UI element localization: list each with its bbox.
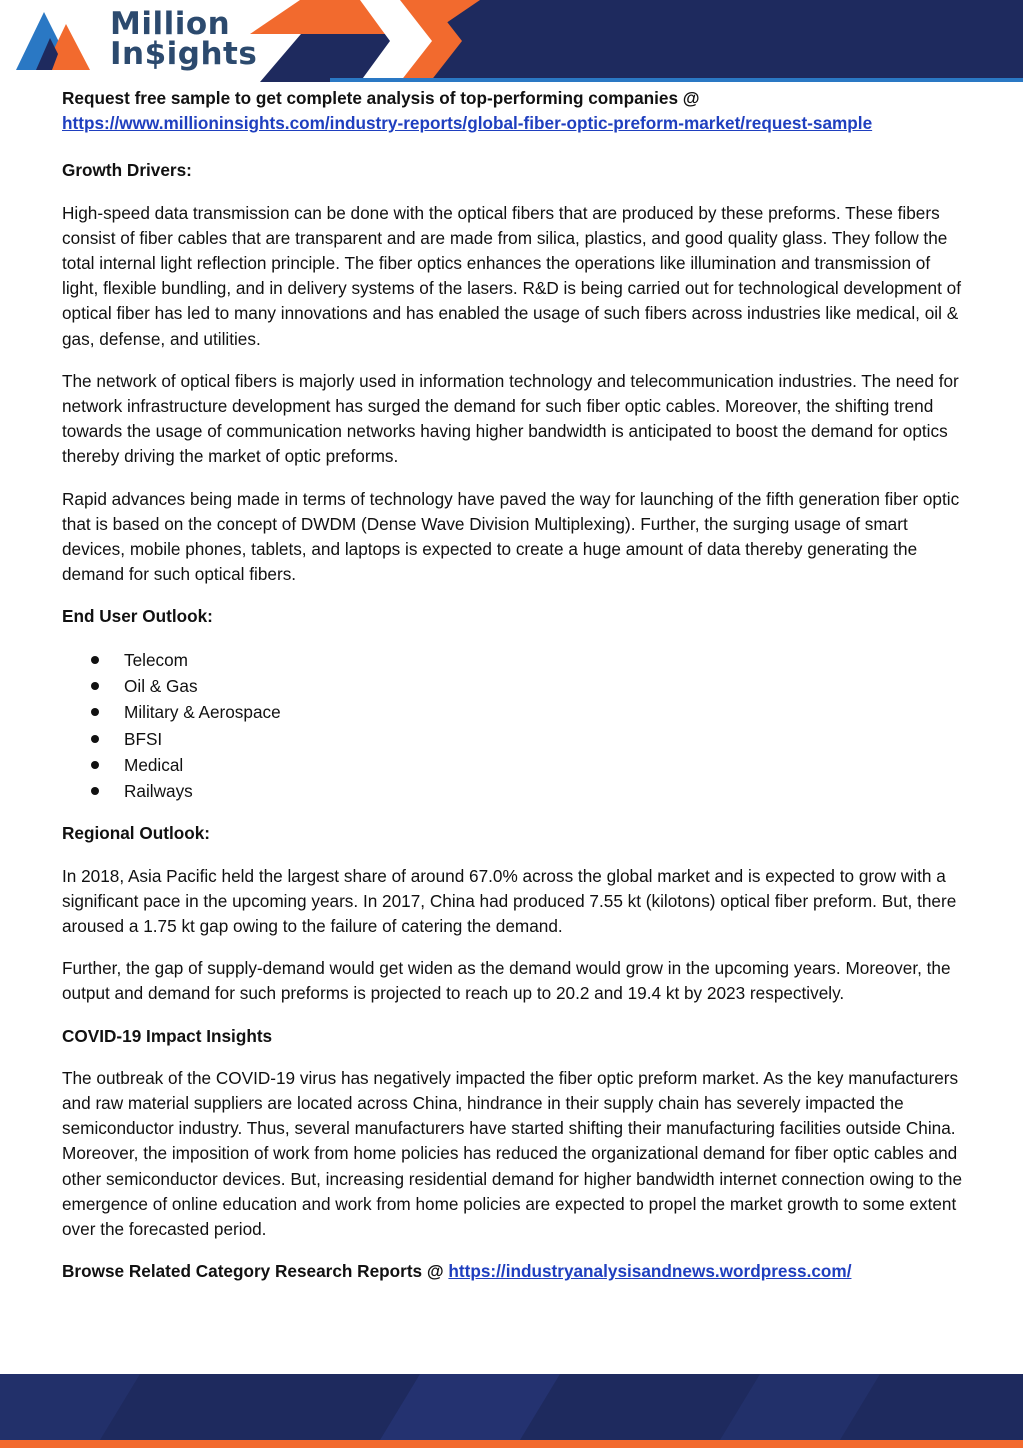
growth-paragraph-2: The network of optical fibers is majorly used in information technology and telecommunication industries. The need for network infrastructure development has surged the demand for such fiber optic cables. Moreover, the shifting trend towards the usage of communication networks having higher bandwidth is anticipated to boost the demand for optics thereby driving the market of optic preforms. <box>62 370 959 467</box>
browse-related-link[interactable]: https://industryanalysisandnews.wordpress.com/ <box>448 1261 852 1282</box>
header-banner <box>0 0 1023 82</box>
request-sample-link[interactable]: https://www.millioninsights.com/industry-reports/global-fiber-optic-preform-market/request-sample <box>62 113 873 134</box>
bullet-icon <box>91 682 99 690</box>
bullet-icon <box>91 708 99 716</box>
logo-text-million: Million <box>110 6 231 42</box>
list-item <box>62 699 962 725</box>
list-item-label: Oil & Gas <box>124 675 198 696</box>
list-item-label: Telecom <box>124 649 188 670</box>
list-item <box>62 673 962 699</box>
bullet-icon <box>91 735 99 743</box>
growth-paragraph-3: Rapid advances being made in terms of technology have paved the way for launching of the fifth generation fiber optic that is based on the concept of DWDM (Dense Wave Division Multiplexing). Further, the surging usage of smart devices, mobile phones, tablets, and laptops is expected to create a huge amount of data thereby generating the demand for such optical fibers. <box>62 488 960 585</box>
bullet-icon <box>91 656 99 664</box>
list-item <box>62 726 962 752</box>
regional-paragraph-1: In 2018, Asia Pacific held the largest share of around 67.0% across the global market and is expected to grow with a significant pace in the upcoming years. In 2017, China had produced 7.55 kt (kilotons) optical fiber preform. But, there aroused a 1.75 kt gap owing to the failure of catering the demand. <box>62 865 957 937</box>
list-item-label: BFSI <box>124 728 163 749</box>
end-user-heading: End User Outlook: <box>62 606 213 627</box>
footer-decoration <box>0 1374 1023 1448</box>
list-item-label: Medical <box>124 754 184 775</box>
list-item <box>62 752 962 778</box>
logo-text-insights: In$ights <box>110 36 258 72</box>
browse-related-line <box>62 1259 962 1284</box>
logo-mountain-icon <box>14 8 106 72</box>
document-body <box>62 86 962 1284</box>
covid-paragraph: The outbreak of the COVID-19 virus has negatively impacted the fiber optic preform market. As the key manufacturers and raw material suppliers are located across China, hindrance in their supply chain has severely impacted the semiconductor industry. Thus, several manufacturers have started shifting their manufacturing facilities outside China. Moreover, the imposition of work from home policies has reduced the organizational demand for fiber optic cables and other semiconductor devices. But, increasing residential demand for higher bandwidth internet connection owing to the emergence of online education and work from home policies are expected to propel the market growth to some extent over the forecasted period. <box>62 1067 963 1240</box>
regional-paragraph-2: Further, the gap of supply-demand would get widen as the demand would grow in the upcoming years. Moreover, the output and demand for such preforms is projected to reach up to 20.2 and 19.4 kt by 2023 respectively. <box>62 958 951 1004</box>
bullet-icon <box>91 761 99 769</box>
regional-heading: Regional Outlook: <box>62 823 210 844</box>
list-item-label: Railways <box>124 781 193 802</box>
browse-related-text: Browse Related Category Research Reports @ <box>62 1261 449 1282</box>
end-user-list <box>62 647 962 805</box>
bullet-icon <box>91 787 99 795</box>
growth-paragraph-1: High-speed data transmission can be done with the optical fibers that are produced by these preforms. These fibers consist of fiber cables that are transparent and are made from silica, plastics, and good quality glass. They follow the total internal light reflection principle. The fiber optics enhances the operations like illumination and transmission of light, flexible bundling, and in delivery systems of the lasers. R&D is being carried out for technological development of optical fiber has led to many innovations and has enabled the usage of such fibers across industries like medical, oil & gas, defense, and utilities. <box>62 202 962 349</box>
covid-heading: COVID-19 Impact Insights <box>62 1025 273 1046</box>
footer-banner <box>0 1374 1023 1448</box>
request-sample-text: Request free sample to get complete analysis of top-performing companies @ <box>62 88 700 108</box>
list-item <box>62 647 962 673</box>
list-item <box>62 778 962 804</box>
list-item-label: Military & Aerospace <box>124 702 281 723</box>
growth-drivers-heading: Growth Drivers: <box>62 160 192 181</box>
million-insights-logo <box>14 6 258 74</box>
